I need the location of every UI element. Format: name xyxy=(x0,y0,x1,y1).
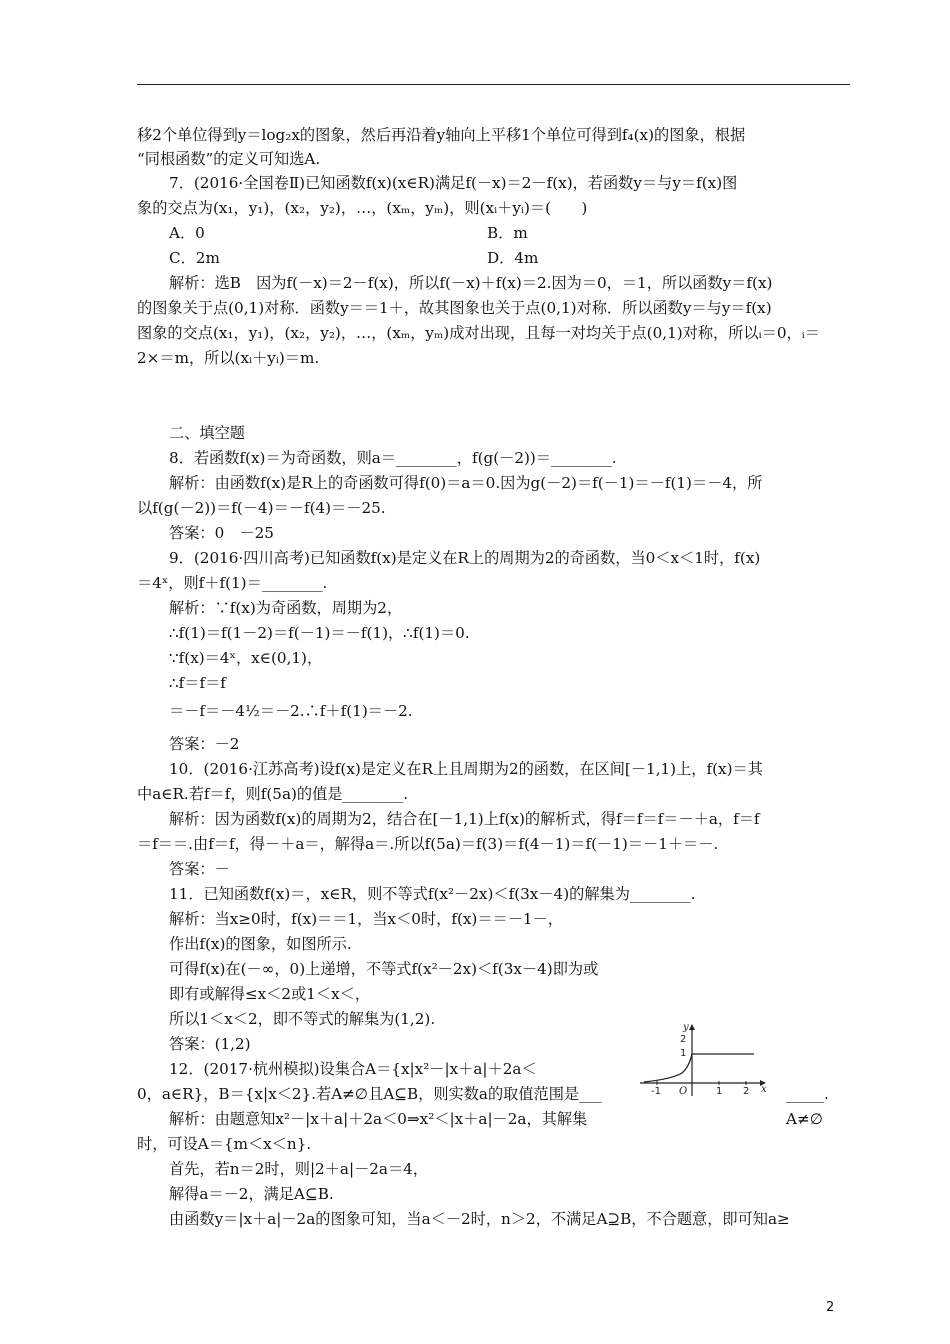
solution-8-line-2: 以f(g(－2))＝f(－4)＝－f(4)＝－25. xyxy=(137,499,386,517)
solution-12-side-note: A≠∅ xyxy=(786,1110,823,1128)
text-line-2: “同根函数”的定义可知选A. xyxy=(137,150,321,168)
section-heading: 二、填空题 xyxy=(169,424,245,442)
graph-x-label: x xyxy=(761,1084,767,1095)
graph-tick-label-2: 2 xyxy=(743,1086,750,1097)
solution-10-line-2: ＝f＝＝.由f＝f，得－＋a＝，解得a＝.所以f(5a)＝f(3)＝f(4－1)＝f(－1)＝－1＋＝－. xyxy=(137,835,719,853)
problem-7-line-1: 7．(2016·全国卷Ⅱ)已知函数f(x)(x∈R)满足f(－x)＝2－f(x)，若函数y＝与y＝f(x)图 xyxy=(169,174,738,192)
solution-10-line-1: 解析：因为函数f(x)的周期为2，结合在[－1,1)上f(x)的解析式，得f＝f＝f＝－＋a，f＝f xyxy=(169,810,760,828)
answer-8: 答案：0 －25 xyxy=(169,524,274,542)
solution-12-line-3: 首先，若n＝2时，则|2＋a|－2a＝4， xyxy=(169,1160,429,1178)
graph-origin-label: O xyxy=(679,1086,688,1097)
function-graph xyxy=(632,1018,782,1098)
solution-8-line-1: 解析：由函数f(x)是R上的奇函数可得f(0)＝a＝0.因为g(－2)＝f(－1)＝－f(1)＝－4，所 xyxy=(169,474,763,492)
problem-12-line-1: 12．(2017·杭州模拟)设集合A＝{x|x²－|x＋a|＋2a＜ xyxy=(169,1060,537,1078)
graph-tick-y-2: 2 xyxy=(680,1034,687,1045)
answer-11: 答案：(1,2) xyxy=(169,1035,251,1053)
graph-y-arrow xyxy=(689,1024,695,1030)
option-d: D．4m xyxy=(487,249,539,267)
problem-10-line-1: 10．(2016·江苏高考)设f(x)是定义在R上且周期为2的函数，在区间[－1,1)上，f(x)＝其 xyxy=(169,760,763,778)
solution-7-line-1: 解析：选B 因为f(－x)＝2－f(x)，所以f(－x)＋f(x)＝2.因为＝0，＝1，所以函数y＝f(x) xyxy=(169,274,773,292)
solution-11-line-5: 所以1＜x＜2，即不等式的解集为(1,2). xyxy=(169,1010,436,1028)
page-number: 2 xyxy=(826,1300,835,1315)
solution-11-line-2: 作出f(x)的图象，如图所示. xyxy=(169,935,352,953)
solution-9-line-2: ∴f(1)＝f(1－2)＝f(－1)＝－f(1)，∴f(1)＝0. xyxy=(169,624,470,642)
solution-11-line-1: 解析：当x≥0时，f(x)＝＝1，当x＜0时，f(x)＝＝－1－， xyxy=(169,910,563,928)
graph-tick-label-1: 1 xyxy=(716,1086,723,1097)
graph-tick-y-1: 1 xyxy=(680,1048,687,1059)
solution-7-line-2: 的图象关于点(0,1)对称．函数y＝＝1＋，故其图象也关于点(0,1)对称．所以函数y＝与y＝f(x) xyxy=(137,299,772,317)
solution-9-line-1: 解析：∵f(x)为奇函数，周期为2， xyxy=(169,599,403,617)
solution-9-line-3: ∵f(x)＝4ˣ，x∈(0,1)， xyxy=(169,649,323,667)
solution-11-line-3: 可得f(x)在(－∞，0)上递增，不等式f(x²－2x)＜f(3x－4)即为或 xyxy=(169,960,599,978)
problem-12-line-2: 0，a∈R}，B＝{x|x＜2}.若A≠∅且A⊆B，则实数a的取值范围是___ xyxy=(137,1085,602,1103)
problem-11: 11．已知函数f(x)＝，x∈R，则不等式f(x²－2x)＜f(3x－4)的解集为________. xyxy=(169,885,696,903)
option-b: B．m xyxy=(487,224,528,242)
text-line-1: 移2个单位得到y＝log₂x的图象，然后再沿着y轴向上平移1个单位可得到f₄(x)的图象，根据 xyxy=(137,126,746,144)
solution-9-line-4: ∴f＝f＝f xyxy=(169,674,226,692)
graph-y-label: y xyxy=(683,1022,689,1033)
solution-9-line-5: ＝－f＝－4½＝－2.∴f＋f(1)＝－2. xyxy=(169,702,413,720)
graph-tick-label-neg1: -1 xyxy=(651,1086,661,1097)
solution-7-line-4: 2×＝m，所以(xᵢ＋yᵢ)＝m. xyxy=(137,349,320,367)
solution-12-line-1: 解析：由题意知x²－|x＋a|＋2a＜0⇒x²＜|x＋a|－2a，其解集 xyxy=(169,1110,588,1128)
problem-9-line-2: ＝4ˣ，则f＋f(1)＝________. xyxy=(137,574,328,592)
solution-12-line-2: 时，可设A＝{m＜x＜n}. xyxy=(137,1135,312,1153)
answer-10: 答案：－ xyxy=(169,860,230,878)
problem-7-line-2: 象的交点为(x₁，y₁)，(x₂，y₂)，…，(xₘ，yₘ)，则(xᵢ＋yᵢ)＝( ) xyxy=(137,199,588,217)
option-c: C．2m xyxy=(169,249,220,267)
option-a: A．0 xyxy=(169,224,205,242)
solution-12-line-5: 由函数y＝|x＋a|－2a的图象可知，当a＜－2时，n＞2，不满足A⊇B，不合题意，即可知a≥ xyxy=(169,1210,790,1228)
problem-12-blank-tail: _____. xyxy=(786,1085,829,1103)
solution-7-line-3: 图象的交点(x₁，y₁)，(x₂，y₂)，…，(xₘ，yₘ)成对出现，且每一对均关于点(0,1)对称，所以ᵢ＝0，ᵢ＝ xyxy=(137,324,820,342)
problem-8: 8．若函数f(x)＝为奇函数，则a＝________，f(g(－2))＝________. xyxy=(169,449,617,467)
problem-10-line-2: 中a∈R.若f＝f，则f(5a)的值是________. xyxy=(137,785,409,803)
answer-9: 答案：－2 xyxy=(169,735,240,753)
problem-9-line-1: 9．(2016·四川高考)已知函数f(x)是定义在R上的周期为2的奇函数，当0＜x＜1时，f(x) xyxy=(169,549,761,567)
solution-12-line-4: 解得a＝－2，满足A⊆B. xyxy=(169,1185,334,1203)
solution-11-line-4: 即有或解得≤x＜2或1＜x＜， xyxy=(169,985,371,1003)
header-rule xyxy=(137,84,850,85)
